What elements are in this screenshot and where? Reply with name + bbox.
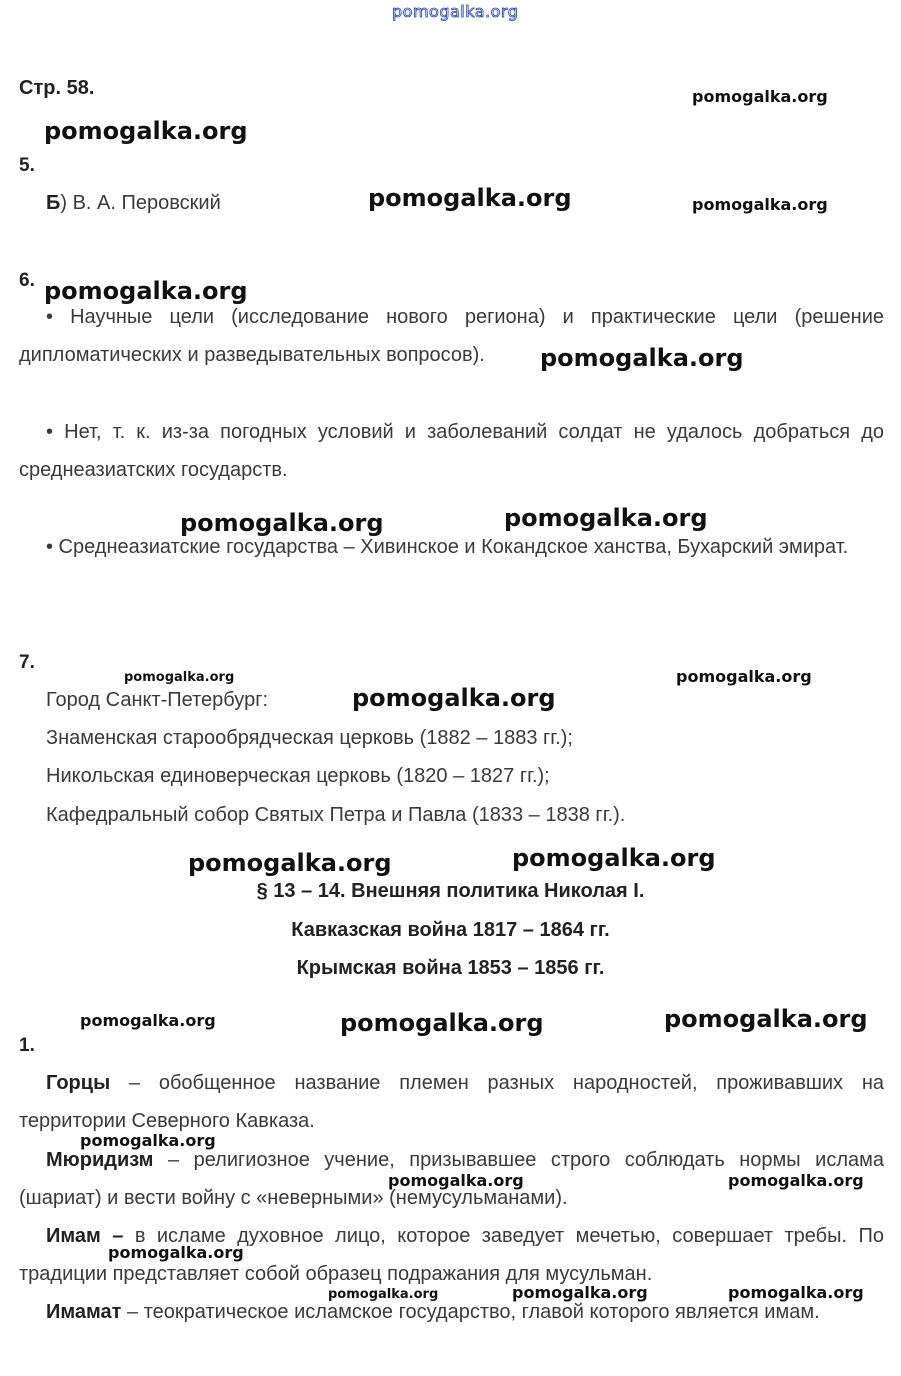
- section-subtitle-caucasian-war: Кавказская война 1817 – 1864 гг.: [291, 919, 610, 941]
- definition: – теократическое исламское государство, главой которого является имам.: [121, 1301, 820, 1323]
- watermark: pomogalka.org: [512, 1283, 648, 1302]
- answer-text: ) В. А. Перовский: [60, 192, 221, 214]
- watermark: pomogalka.org: [728, 1283, 864, 1302]
- definition: в исламе духовное лицо, которое заведует мечетью, совершает требы. По традиции представляет собой образец подражания для мусульман.: [19, 1225, 884, 1285]
- watermark: pomogalka.org: [44, 117, 248, 145]
- question-5-number: 5.: [19, 155, 35, 176]
- watermark: pomogalka.org: [368, 184, 572, 212]
- watermark: pomogalka.org: [80, 1011, 216, 1030]
- question-6-paragraph-1: • Научные цели (исследование нового региона) и практические цели (решение дипломатических и разведывательных вопросов).: [19, 306, 884, 366]
- question-1-number: 1.: [19, 1035, 35, 1056]
- question-7-line: Знаменская старообрядческая церковь (1882 – 1883 гг.);: [46, 727, 573, 749]
- watermark: pomogalka.org: [676, 667, 812, 686]
- question-7-line: Город Санкт-Петербург:: [46, 689, 269, 711]
- question-7-number: 7.: [19, 652, 35, 673]
- watermark: pomogalka.org: [728, 1171, 864, 1190]
- definition: – обобщенное название племен разных народностей, проживавших на территории Северного Кавказа.: [19, 1072, 884, 1132]
- question-6-paragraph-3: • Среднеазиатские государства – Хивинское и Кокандское ханства, Бухарский эмират.: [46, 536, 849, 558]
- watermark: pomogalka.org: [180, 509, 384, 537]
- watermark: pomogalka.org: [664, 1005, 868, 1033]
- watermark-header-link[interactable]: pomogalka.org: [392, 2, 519, 21]
- watermark: pomogalka.org: [124, 670, 235, 685]
- term: Горцы: [46, 1072, 111, 1094]
- watermark: pomogalka.org: [108, 1243, 244, 1262]
- watermark: pomogalka.org: [540, 344, 744, 372]
- answer-letter: Б: [46, 192, 61, 214]
- watermark: pomogalka.org: [512, 844, 716, 872]
- term-definition: [19, 1064, 884, 1140]
- section-subtitle-crimean-war: Крымская война 1853 – 1856 гг.: [296, 957, 605, 979]
- section-title: § 13 – 14. Внешняя политика Николая I.: [256, 880, 645, 902]
- watermark: pomogalka.org: [692, 195, 828, 214]
- watermark: pomogalka.org: [80, 1131, 216, 1150]
- watermark: pomogalka.org: [352, 684, 556, 712]
- definition: – религиозное учение, призывавшее строго соблюдать нормы ислама (шариат) и вести войну с «неверными» (немусульманами).: [19, 1149, 884, 1209]
- watermark: pomogalka.org: [504, 504, 708, 532]
- question-6-paragraph-2: • Нет, т. к. из-за погодных условий и заболеваний солдат не удалось добраться до среднеазиатских государств.: [19, 421, 884, 481]
- watermark: pomogalka.org: [388, 1171, 524, 1190]
- term: Имам –: [46, 1225, 124, 1247]
- watermark: pomogalka.org: [44, 277, 248, 305]
- watermark: pomogalka.org: [340, 1009, 544, 1037]
- watermark: pomogalka.org: [692, 87, 828, 106]
- question-7-line: Никольская единоверческая церковь (1820 – 1827 гг.);: [46, 765, 550, 787]
- term: Мюридизм: [46, 1149, 154, 1171]
- term: Имамат: [46, 1301, 122, 1323]
- question-6-number: 6.: [19, 270, 35, 291]
- page-number: Стр. 58.: [19, 77, 95, 99]
- question-5-answer: [46, 192, 221, 215]
- question-7-line: Кафедральный собор Святых Петра и Павла (1833 – 1838 гг.).: [46, 804, 626, 826]
- watermark: pomogalka.org: [328, 1287, 439, 1302]
- watermark: pomogalka.org: [188, 849, 392, 877]
